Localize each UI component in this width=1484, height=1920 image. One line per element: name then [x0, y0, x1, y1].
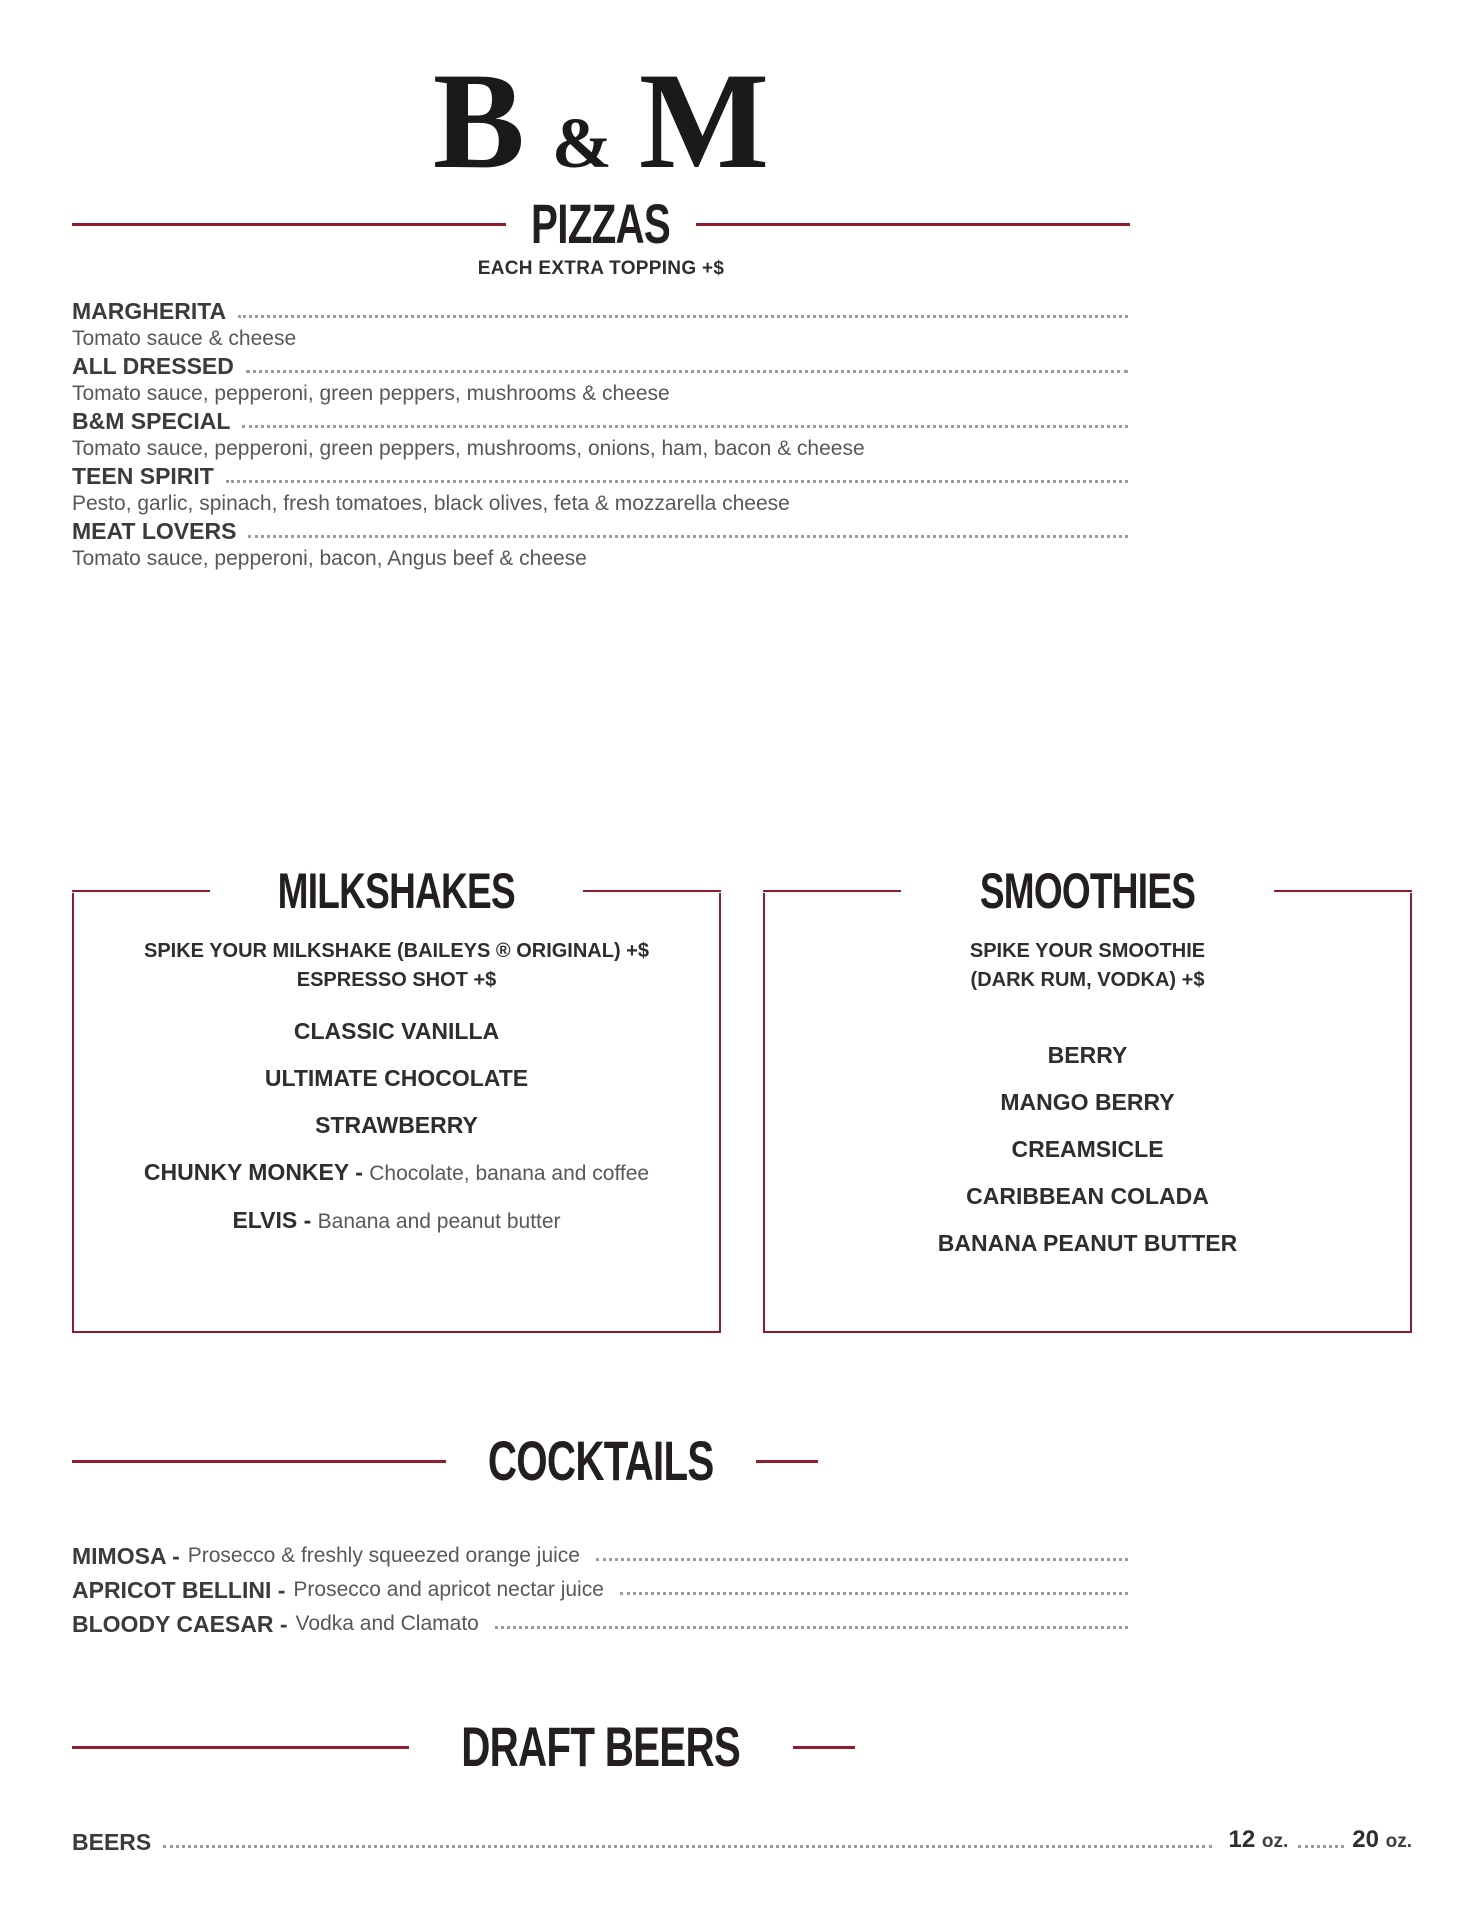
- smoothies-item-list: [765, 1041, 1410, 1258]
- cocktail-item-desc: Vodka and Clamato: [295, 1612, 479, 1635]
- brand-ampersand: &: [551, 103, 612, 183]
- milkshake-item-name: ELVIS -: [232, 1207, 318, 1233]
- smoothies-rule-left: [763, 890, 901, 892]
- draft-beers-rule-left: [72, 1746, 409, 1749]
- milkshake-item: [74, 1158, 719, 1188]
- milkshakes-note-line2: ESPRESSO SHOT +$: [296, 969, 497, 991]
- dotted-leader: [1298, 1845, 1344, 1848]
- cocktail-item-desc: Prosecco and apricot nectar juice: [293, 1578, 604, 1601]
- smoothie-item: CREAMSICLE: [1011, 1136, 1164, 1162]
- drinks-boxes: [72, 863, 1412, 1333]
- smoothies-rule-right: [1274, 890, 1412, 892]
- pizza-item: [72, 406, 1130, 461]
- milkshake-item: [74, 1206, 719, 1236]
- pizza-item: [72, 516, 1130, 571]
- cocktails-title: COCKTAILS: [488, 1429, 714, 1492]
- milkshake-item: CLASSIC VANILLA: [293, 1018, 500, 1044]
- milkshakes-header: [72, 862, 721, 920]
- beer-size-20oz: 20 oz.: [1352, 1826, 1412, 1853]
- dotted-leader: [226, 480, 1128, 483]
- pizza-item-desc: Tomato sauce, pepperoni, bacon, Angus beef & cheese: [72, 547, 587, 570]
- milkshakes-rule-right: [583, 890, 721, 892]
- pizza-item-desc: Tomato sauce, pepperoni, green peppers, mushrooms & cheese: [72, 382, 670, 405]
- cocktail-item-name: APRICOT BELLINI -: [72, 1577, 286, 1603]
- section-cocktails: [72, 1429, 1130, 1641]
- section-milkshakes: [72, 863, 721, 1333]
- draft-beers-header: [72, 1715, 1130, 1778]
- dotted-leader: [495, 1626, 1128, 1629]
- cocktails-rule-right: [756, 1460, 818, 1463]
- milkshakes-rule-left: [72, 890, 210, 892]
- pizzas-note: EACH EXTRA TOPPING +$: [477, 258, 725, 279]
- pizzas-rule-left: [72, 223, 506, 226]
- draft-beers-title: DRAFT BEERS: [461, 1715, 741, 1778]
- dotted-leader: [242, 425, 1128, 428]
- pizza-item-name: MARGHERITA: [72, 298, 227, 324]
- pizza-item-desc: Tomato sauce & cheese: [72, 327, 297, 350]
- smoothies-title: SMOOTHIES: [979, 863, 1196, 919]
- cocktails-rule-left: [72, 1460, 446, 1463]
- section-pizzas: [72, 192, 1130, 571]
- beers-item-name: BEERS: [72, 1829, 152, 1855]
- dotted-leader: [246, 370, 1128, 373]
- milkshakes-title: MILKSHAKES: [277, 863, 516, 919]
- pizzas-item-list: [72, 296, 1130, 571]
- cocktail-item: [72, 1539, 1130, 1573]
- dotted-leader: [620, 1592, 1128, 1595]
- dotted-leader: [163, 1845, 1212, 1848]
- pizza-item-name: TEEN SPIRIT: [72, 463, 214, 489]
- draft-beers-rule-right: [793, 1746, 855, 1749]
- smoothie-item: CARIBBEAN COLADA: [966, 1183, 1209, 1209]
- milkshake-item-desc: Chocolate, banana and coffee: [369, 1162, 650, 1185]
- pizza-item-name: ALL DRESSED: [72, 353, 234, 379]
- smoothies-note-line2: (DARK RUM, VODKA) +$: [970, 969, 1205, 991]
- pizzas-rule-right: [696, 223, 1130, 226]
- brand-letter-right: M: [638, 44, 770, 197]
- cocktails-header: [72, 1429, 1130, 1492]
- dotted-leader: [238, 315, 1128, 318]
- pizza-item-desc: Pesto, garlic, spinach, fresh tomatoes, black olives, feta & mozzarella cheese: [72, 492, 790, 515]
- pizza-item-name: MEAT LOVERS: [72, 518, 237, 544]
- smoothies-note-line1: SPIKE YOUR SMOOTHIE: [969, 940, 1206, 962]
- pizza-item-name: B&M SPECIAL: [72, 408, 231, 434]
- brand-letter-left: B: [432, 44, 525, 197]
- milkshake-item: ULTIMATE CHOCOLATE: [264, 1065, 529, 1091]
- cocktails-item-list: [72, 1539, 1130, 1641]
- milkshake-item-desc: Banana and peanut butter: [317, 1210, 561, 1233]
- milkshakes-note-line1: SPIKE YOUR MILKSHAKE (BAILEYS ® ORIGINAL) +$: [144, 940, 649, 962]
- beers-item: [72, 1825, 1412, 1857]
- smoothie-item: MANGO BERRY: [1000, 1089, 1175, 1115]
- dotted-leader: [596, 1558, 1128, 1561]
- cocktail-item: [72, 1573, 1130, 1607]
- cocktail-item: [72, 1607, 1130, 1641]
- pizza-item: [72, 296, 1130, 351]
- smoothie-item: BERRY: [1047, 1042, 1128, 1068]
- milkshake-item-name: CHUNKY MONKEY -: [143, 1159, 370, 1185]
- pizza-item-desc: Tomato sauce, pepperoni, green peppers, mushrooms, onions, ham, bacon & cheese: [72, 437, 865, 460]
- cocktail-item-name: MIMOSA -: [72, 1543, 180, 1569]
- milkshake-item: STRAWBERRY: [315, 1112, 478, 1138]
- cocktail-item-desc: Prosecco & freshly squeezed orange juice: [187, 1544, 580, 1567]
- pizzas-title: PIZZAS: [531, 192, 671, 255]
- smoothie-item: BANANA PEANUT BUTTER: [937, 1230, 1238, 1256]
- smoothies-header: [763, 862, 1412, 920]
- beer-size-12oz: 12 oz.: [1228, 1826, 1289, 1853]
- milkshakes-item-list: [74, 1017, 719, 1236]
- pizzas-header: [72, 192, 1130, 255]
- section-smoothies: [763, 863, 1412, 1333]
- dotted-leader: [248, 535, 1128, 538]
- pizza-item: [72, 461, 1130, 516]
- section-draft-beers: [72, 1715, 1412, 1857]
- pizza-item: [72, 351, 1130, 406]
- cocktail-item-name: BLOODY CAESAR -: [72, 1611, 288, 1637]
- brand-logo: [72, 46, 1130, 196]
